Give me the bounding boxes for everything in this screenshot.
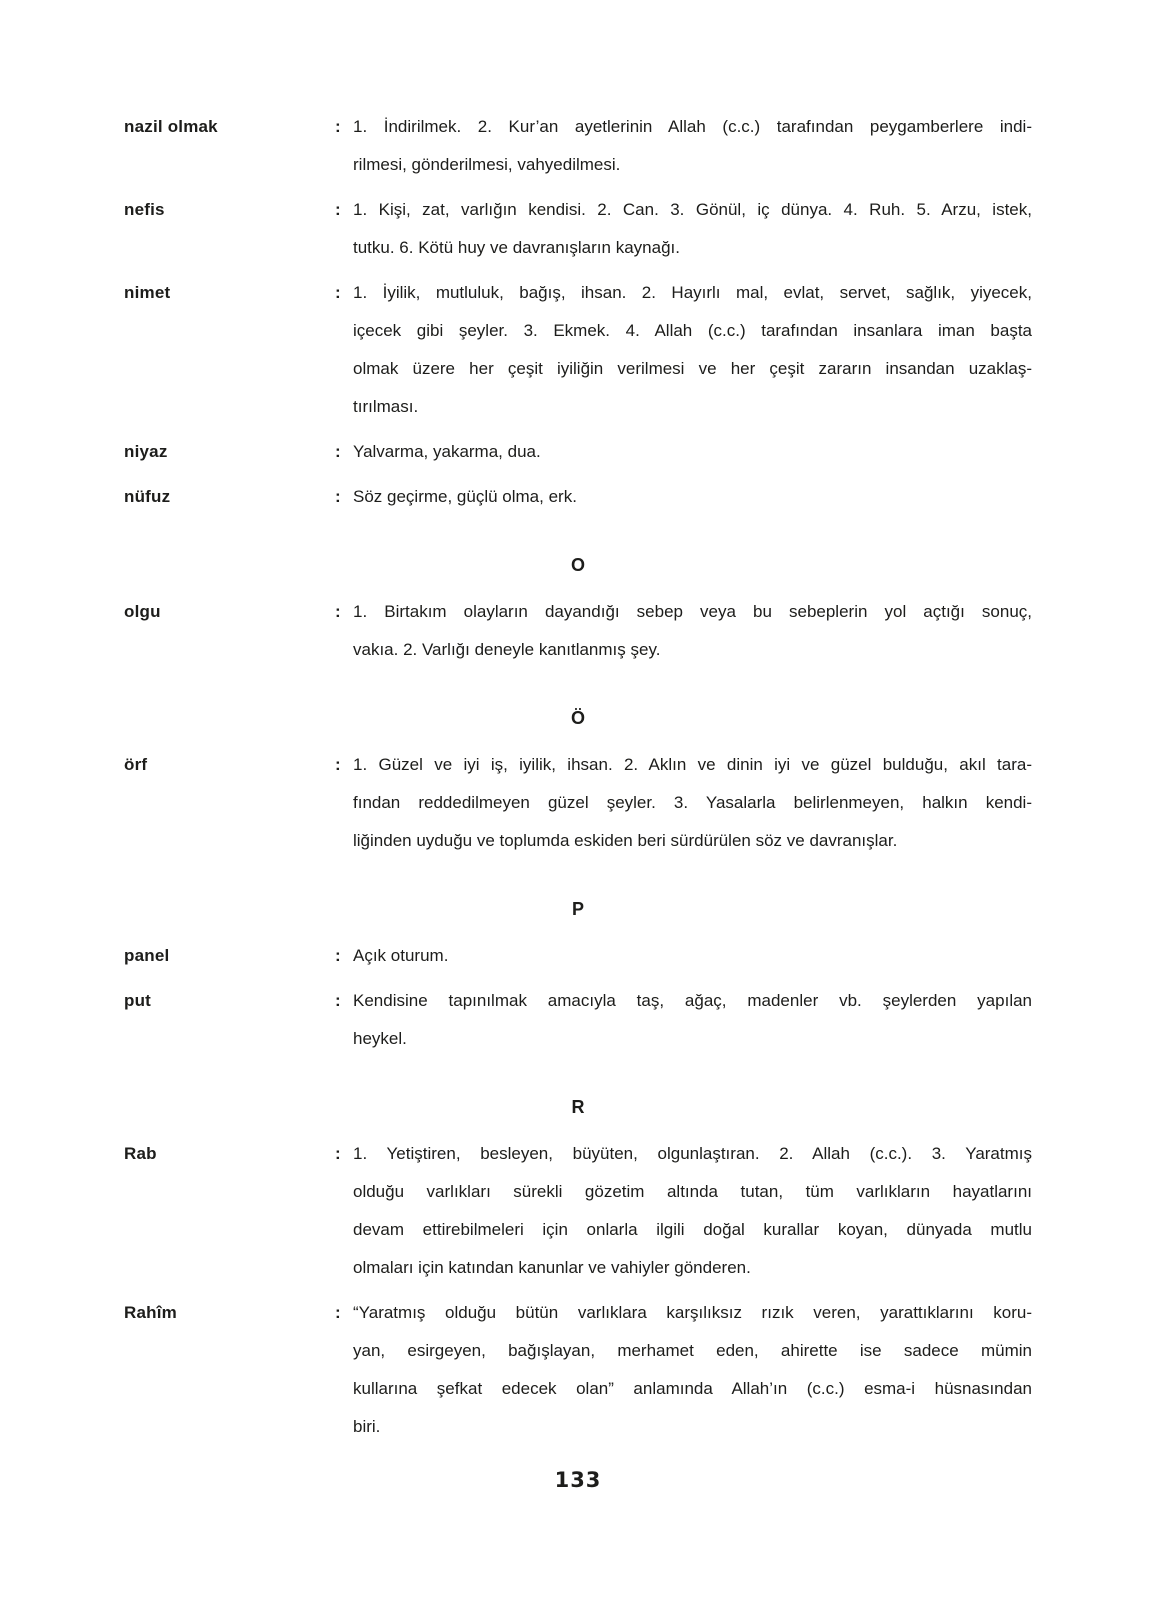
definition-line: 1. İyilik, mutluluk, bağış, ihsan. 2. Hayırlı mal, evlat, servet, sağlık, yiyecek,: [353, 283, 1032, 302]
term-label: niyaz: [124, 442, 168, 461]
glossary-entry: [124, 746, 1032, 860]
definition-line: içecek gibi şeyler. 3. Ekmek. 4. Allah (c.c.) tarafından insanlara iman başta: [353, 321, 1032, 340]
glossary-list: [124, 108, 1032, 1446]
section-heading: R: [571, 1097, 585, 1117]
definition: [353, 982, 1032, 1058]
definition-line: devam ettirebilmeleri için onlarla ilgili doğal kurallar koyan, dünyada mutlu: [353, 1220, 1032, 1239]
colon-separator: :: [335, 200, 341, 219]
term-label: nefis: [124, 200, 165, 219]
glossary-entry: [124, 433, 1032, 471]
definition-line: kullarına şefkat edecek olan” anlamında Allah’ın (c.c.) esma-i hüsnasından: [353, 1379, 1032, 1398]
glossary-entry: [124, 191, 1032, 267]
definition-line: biri.: [353, 1417, 381, 1436]
definition-line: 1. Güzel ve iyi iş, iyilik, ihsan. 2. Aklın ve dinin iyi ve güzel bulduğu, akıl tara-: [353, 755, 1032, 774]
section-heading: O: [570, 555, 585, 575]
term-label: nüfuz: [124, 487, 171, 506]
definition: [353, 1135, 1032, 1287]
term-label: örf: [124, 755, 148, 774]
definition: [353, 478, 1032, 516]
definition-line: vakıa. 2. Varlığı deneyle kanıtlanmış şey.: [353, 640, 661, 659]
term-label: nazil olmak: [124, 117, 218, 136]
definition-line: Yalvarma, yakarma, dua.: [353, 442, 541, 461]
definition-line: olmak üzere her çeşit iyiliğin verilmesi ve her çeşit zararın insandan uzaklaş-: [353, 359, 1032, 378]
glossary-entry: [124, 274, 1032, 426]
definition-line: olduğu varlıkları sürekli gözetim altında tutan, tüm varlıkların hayatlarını: [353, 1182, 1032, 1201]
colon-separator: :: [335, 946, 341, 965]
definition-line: tırılması.: [353, 397, 419, 416]
definition: [353, 1294, 1032, 1446]
glossary-entry: [124, 937, 1032, 975]
term-label: olgu: [124, 602, 161, 621]
glossary-entry: [124, 982, 1032, 1058]
term-label: Rahîm: [124, 1303, 177, 1322]
definition-line: 1. Birtakım olayların dayandığı sebep veya bu sebeplerin yol açtığı sonuç,: [353, 602, 1032, 621]
section-heading: P: [571, 899, 584, 919]
definition-line: liğinden uyduğu ve toplumda eskiden beri sürdürülen söz ve davranışlar.: [353, 831, 898, 850]
section-heading: Ö: [570, 708, 585, 728]
definition: [353, 108, 1032, 184]
colon-separator: :: [335, 1144, 341, 1163]
term-label: nimet: [124, 283, 171, 302]
definition-line: fından reddedilmeyen güzel şeyler. 3. Yasalarla belirlenmeyen, halkın kendi-: [353, 793, 1032, 812]
definition-line: tutku. 6. Kötü huy ve davranışların kaynağı.: [353, 238, 680, 257]
colon-separator: :: [335, 755, 341, 774]
definition-line: rilmesi, gönderilmesi, vahyedilmesi.: [353, 155, 621, 174]
definition-line: Açık oturum.: [353, 946, 449, 965]
term-label: panel: [124, 946, 170, 965]
glossary-entry: [124, 1294, 1032, 1446]
definition-line: yan, esirgeyen, bağışlayan, merhamet eden, ahirette ise sadece mümin: [353, 1341, 1032, 1360]
colon-separator: :: [335, 442, 341, 461]
glossary-entry: [124, 478, 1032, 516]
definition: [353, 746, 1032, 860]
term-label: Rab: [124, 1144, 157, 1163]
definition: [353, 593, 1032, 669]
colon-separator: :: [335, 602, 341, 621]
definition-line: 1. Yetiştiren, besleyen, büyüten, olgunlaştıran. 2. Allah (c.c.). 3. Yaratmış: [353, 1144, 1032, 1163]
definition: [353, 191, 1032, 267]
page-number: 133: [554, 1468, 602, 1492]
definition: [353, 433, 1032, 471]
colon-separator: :: [335, 283, 341, 302]
definition-line: olmaları için katından kanunlar ve vahiyler gönderen.: [353, 1258, 751, 1277]
glossary-entry: [124, 1135, 1032, 1287]
glossary-entry: [124, 108, 1032, 184]
glossary-entry: [124, 593, 1032, 669]
colon-separator: :: [335, 487, 341, 506]
colon-separator: :: [335, 117, 341, 136]
colon-separator: :: [335, 991, 341, 1010]
definition: [353, 274, 1032, 426]
colon-separator: :: [335, 1303, 341, 1322]
definition-line: Söz geçirme, güçlü olma, erk.: [353, 487, 577, 506]
definition-line: heykel.: [353, 1029, 407, 1048]
term-label: put: [124, 991, 152, 1010]
definition-line: “Yaratmış olduğu bütün varlıklara karşılıksız rızık veren, yarattıklarını koru-: [353, 1303, 1032, 1322]
definition-line: 1. İndirilmek. 2. Kur’an ayetlerinin Allah (c.c.) tarafından peygamberlere indi-: [353, 117, 1032, 136]
definition-line: Kendisine tapınılmak amacıyla taş, ağaç, madenler vb. şeylerden yapılan: [353, 991, 1032, 1010]
definition: [353, 937, 1032, 975]
definition-line: 1. Kişi, zat, varlığın kendisi. 2. Can. 3. Gönül, iç dünya. 4. Ruh. 5. Arzu, istek,: [353, 200, 1032, 219]
